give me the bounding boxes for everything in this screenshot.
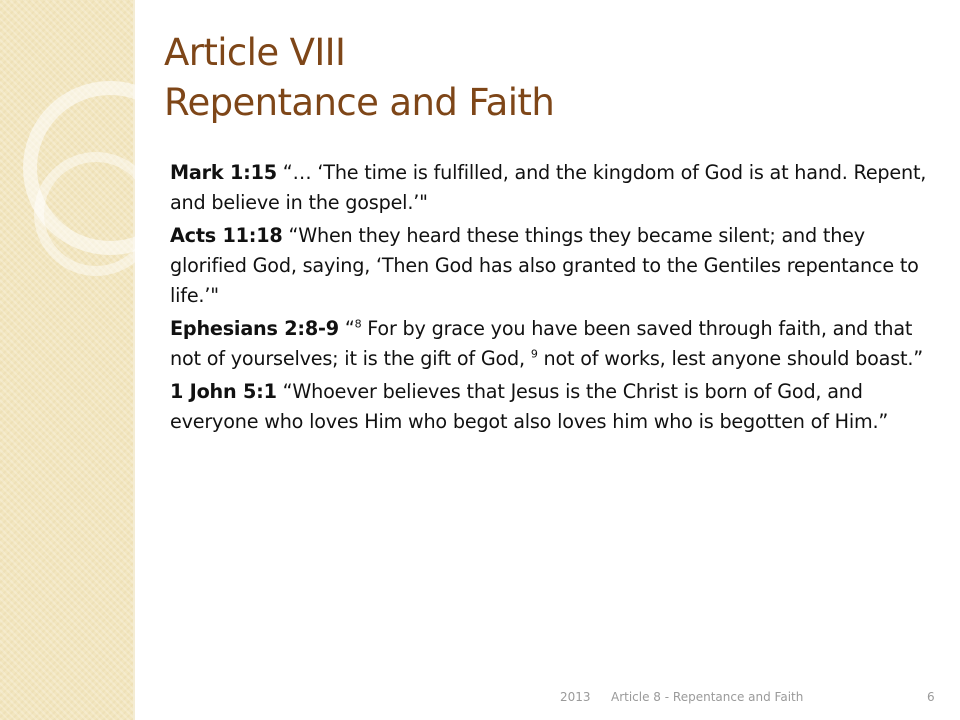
slide-title: [164, 28, 924, 128]
verse-reference: Ephesians 2:8-9: [170, 317, 339, 340]
verse-text: For by grace you have been saved through faith, and that not of yourselves; it is the gift of God,: [170, 317, 913, 370]
decorative-sidebar-strip: [0, 0, 133, 720]
slide-title-line-1: Article VIII: [164, 31, 346, 74]
verse-text: not of works, lest anyone should boast.”: [537, 347, 924, 370]
verse-item: [170, 158, 940, 218]
sidebar-divider: [133, 0, 135, 720]
verse-reference: Mark 1:15: [170, 161, 277, 184]
verse-number: 8: [354, 317, 362, 331]
verse-text: “… ‘The time is fulfilled, and the kingdom of God is at hand. Repent, and believe in the gospel.’": [170, 161, 927, 214]
verse-list: [170, 158, 940, 440]
footer-title: Article 8 - Repentance and Faith: [611, 690, 804, 704]
verse-reference: Acts 11:18: [170, 224, 283, 247]
slide-title-line-2: Repentance and Faith: [164, 81, 555, 124]
verse-item: [170, 377, 940, 437]
verse-text: “When they heard these things they became silent; and they glorified God, saying, ‘Then God has also granted to the Gentiles repentance to life.’": [170, 224, 919, 307]
verse-item: [170, 221, 940, 311]
verse-number: 9: [530, 347, 538, 361]
verse-item: [170, 314, 940, 374]
verse-text-open-quote: “: [338, 317, 355, 340]
verse-reference: 1 John 5:1: [170, 380, 277, 403]
footer-year: 2013: [560, 690, 591, 704]
verse-text: “Whoever believes that Jesus is the Christ is born of God, and everyone who loves Him who begot also loves him who is begotten of Him.”: [170, 380, 889, 433]
footer-page-number: 6: [927, 690, 935, 704]
